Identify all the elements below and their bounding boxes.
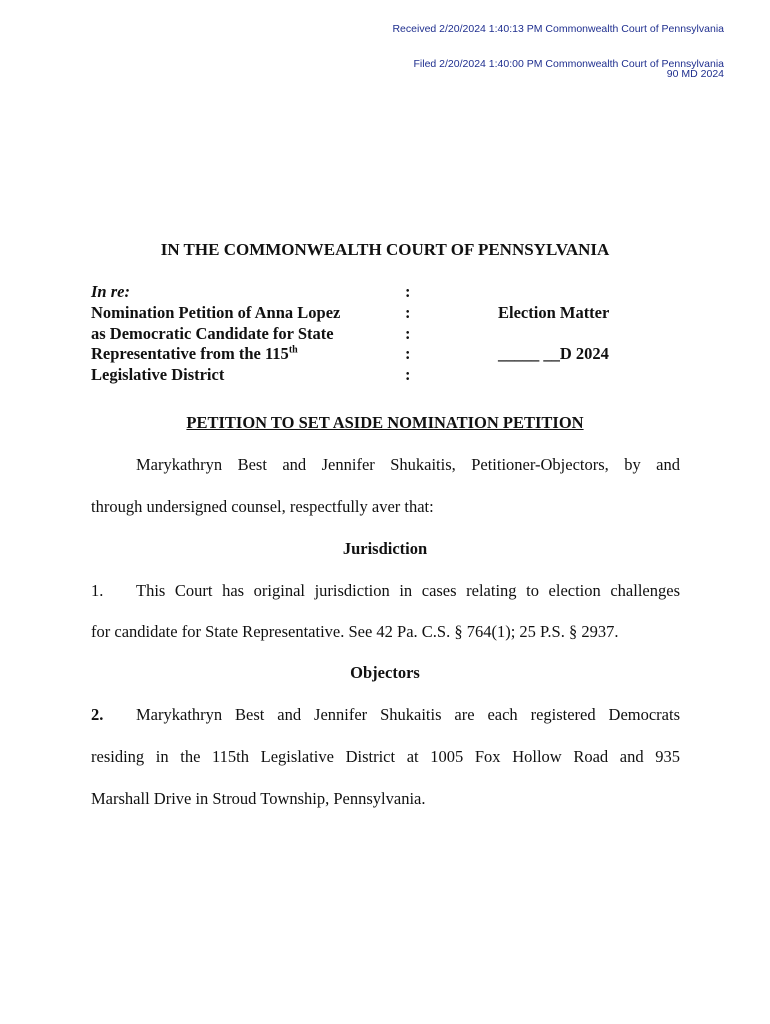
- election-matter-label: Election Matter: [498, 302, 610, 322]
- paragraph-2-number: 2.: [91, 705, 104, 724]
- filed-stamp-text: Filed 2/20/2024 1:40:00 PM Commonwealth Court of Pennsylvania: [413, 58, 724, 70]
- filed-stamp: [413, 59, 724, 79]
- court-title: IN THE COMMONWEALTH COURT OF PENNSYLVANIA: [160, 240, 610, 259]
- jurisdiction-heading: Jurisdiction: [342, 539, 428, 558]
- paragraph-2-line-1: Marykathryn Best and Jennifer Shukaitis are each registered Democrats: [136, 705, 680, 724]
- objectors-heading: Objectors: [350, 663, 420, 682]
- caption-line-3-text: Representative from the 115: [91, 344, 289, 364]
- paragraph-1-number: 1.: [91, 581, 104, 600]
- caption-line-3: [91, 344, 391, 365]
- paragraph-2-line-3: Marshall Drive in Stroud Township, Pennsylvania.: [91, 789, 426, 808]
- caption-matter: [498, 282, 698, 365]
- paragraph-2-line-2: residing in the 115th Legislative District at 1005 Fox Hollow Road and 935: [91, 747, 680, 766]
- caption-parties: [91, 282, 391, 386]
- paragraph-1-line-2: for candidate for State Representative. See 42 Pa. C.S. § 764(1); 25 P.S. § 2937.: [91, 622, 619, 641]
- intro-line-2: through undersigned counsel, respectfully aver that:: [91, 497, 434, 516]
- caption-line-4: Legislative District: [91, 365, 225, 385]
- intro-line-1: Marykathryn Best and Jennifer Shukaitis, Petitioner-Objectors, by and: [136, 455, 680, 474]
- caption-colon: :: [405, 344, 411, 364]
- caption-line-1: Nomination Petition of Anna Lopez: [91, 302, 341, 322]
- caption-line-3-sup: th: [288, 344, 298, 356]
- caption-in-re: In re:: [91, 282, 130, 301]
- received-stamp-text: Received 2/20/2024 1:40:13 PM Commonwealth Court of Pennsylvania: [392, 23, 724, 35]
- docket-blank: _____ __D 2024: [498, 344, 609, 364]
- caption-colon: :: [405, 323, 411, 343]
- caption-colon: :: [405, 365, 411, 385]
- caption-line-2: as Democratic Candidate for State: [91, 323, 334, 343]
- caption-colon: :: [405, 282, 411, 301]
- caption-colon: :: [405, 302, 411, 322]
- petition-title: PETITION TO SET ASIDE NOMINATION PETITION: [186, 413, 584, 432]
- received-stamp: [392, 24, 724, 34]
- docket-number: 90 MD 2024: [666, 68, 724, 80]
- caption-colons: [405, 282, 425, 386]
- paragraph-1-line-1: This Court has original jurisdiction in cases relating to election challenges: [136, 581, 680, 600]
